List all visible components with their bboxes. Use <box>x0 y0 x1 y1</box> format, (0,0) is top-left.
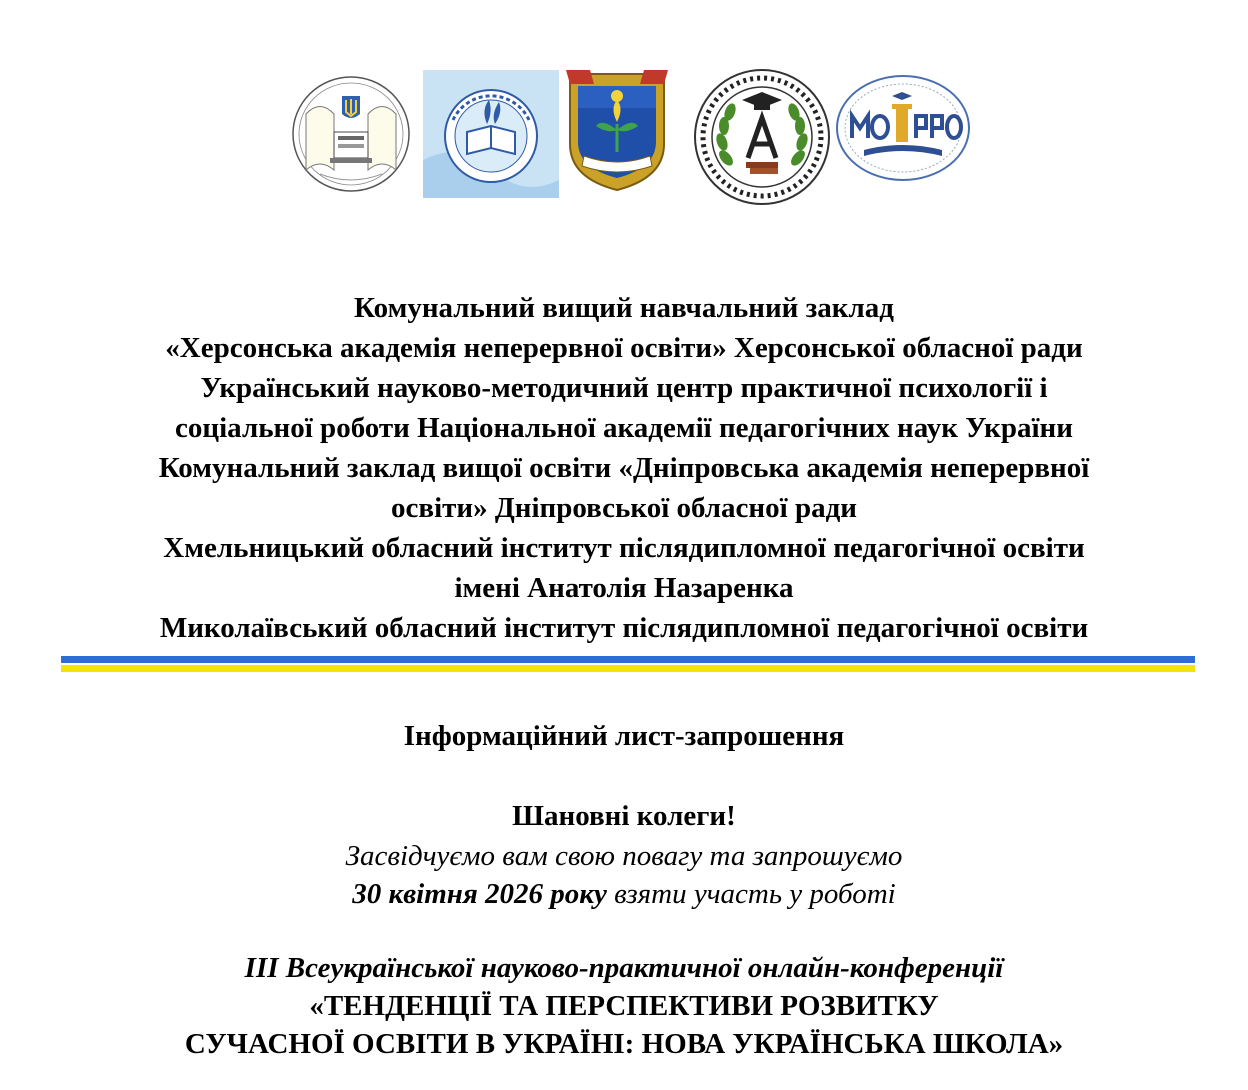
shield-sprout-emblem <box>562 68 672 194</box>
org-line: соціальної роботи Національної академії педагогічних наук України <box>175 412 1073 444</box>
conference-kind: ІІІ Всеукраїнської науково-практичної онлайн-конференції <box>244 952 1004 984</box>
conference-date: 30 квітня 2026 року <box>352 878 607 910</box>
org-line: Комунальний заклад вищої освіти «Дніпровська академія неперервної <box>158 452 1090 484</box>
org-line: Хмельницький обласний інститут післядипломної педагогічної освіти <box>163 532 1085 564</box>
flag-divider <box>61 656 1195 672</box>
building-trident-emblem <box>290 74 412 194</box>
conference-title-line-1: «ТЕНДЕНЦІЇ ТА ПЕРСПЕКТИВИ РОЗВИТКУ <box>309 990 939 1022</box>
moippo-logo <box>834 74 972 182</box>
dnipro-academy-logo <box>692 66 832 208</box>
logos-row <box>0 64 1248 214</box>
org-line: Миколаївський обласний інститут післядипломної педагогічної освіти <box>159 612 1089 644</box>
napn-ukraine-logo <box>423 70 559 198</box>
org-line: Український науково-методичний центр практичної психології і <box>200 372 1048 404</box>
book-pillar-emblem <box>834 74 972 182</box>
khoippo-shield-logo <box>562 68 672 194</box>
organizations-list <box>40 288 1208 648</box>
intro-line: Засвідчуємо вам свою повагу та запрошуємо <box>345 840 903 872</box>
divider-blue-band <box>61 656 1195 663</box>
letter-title: Інформаційний лист-запрошення <box>403 720 845 752</box>
date-line-tail: взяти участь у роботі <box>606 878 896 910</box>
kherson-academy-logo <box>290 74 412 194</box>
laurel-letter-emblem <box>692 66 832 208</box>
org-line: освіти» Дніпровської обласної ради <box>391 492 857 524</box>
org-line: «Херсонська академія неперервної освіти» Херсонської обласної ради <box>165 332 1083 364</box>
org-line: імені Анатолія Назаренка <box>454 572 794 604</box>
book-leaf-emblem <box>423 70 559 198</box>
greeting: Шановні колеги! <box>512 800 736 832</box>
org-line: Комунальний вищий навчальний заклад <box>354 292 894 324</box>
date-line <box>40 878 1208 911</box>
conference-title-line-2: СУЧАСНОЇ ОСВІТИ В УКРАЇНІ: НОВА УКРАЇНСЬКА ШКОЛА» <box>184 1028 1064 1060</box>
divider-yellow-band <box>61 665 1195 672</box>
